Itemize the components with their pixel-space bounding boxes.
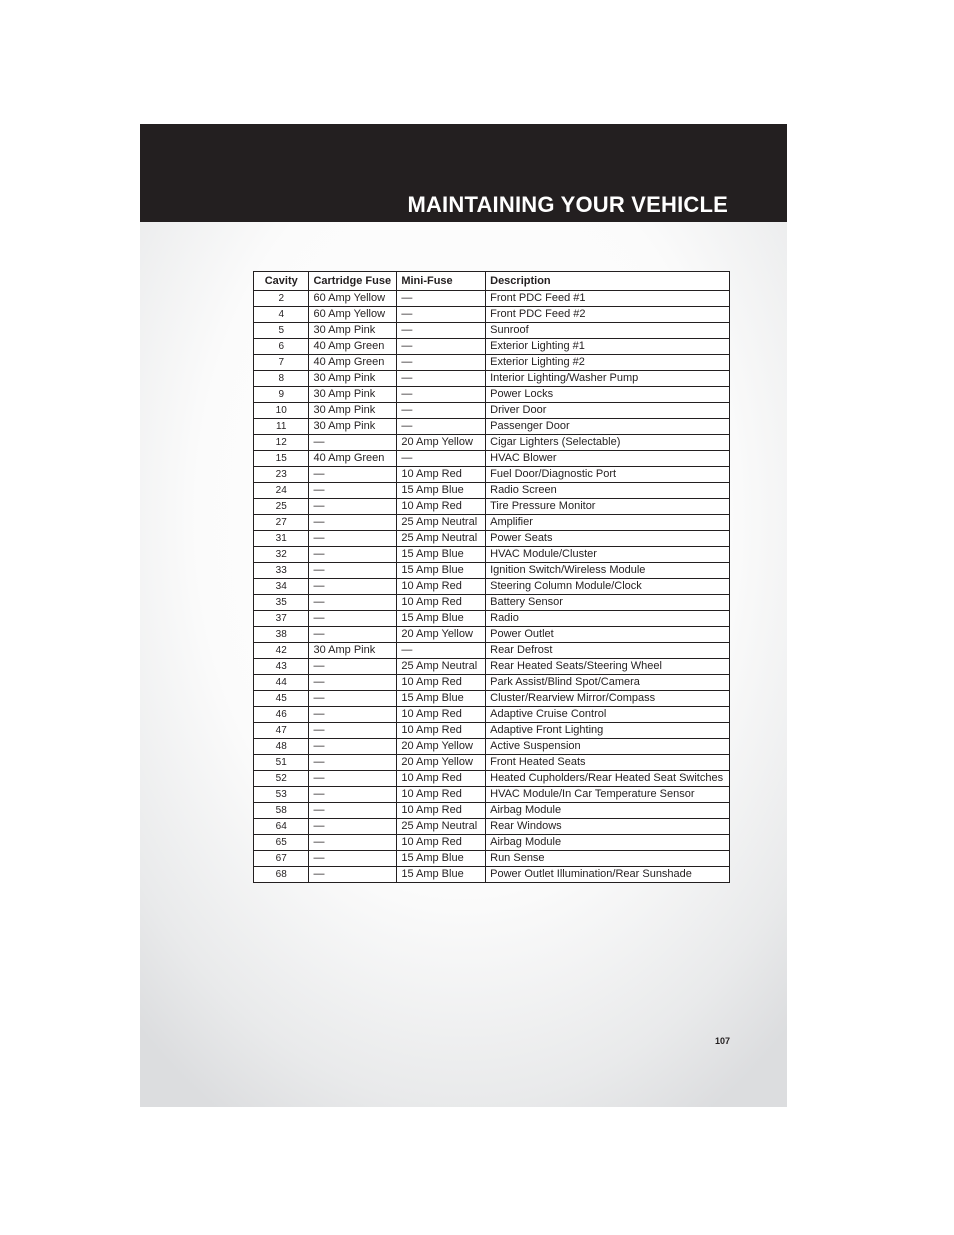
table-row [254,451,730,467]
table-row [254,403,730,419]
table-row [254,643,730,659]
table-row [254,483,730,499]
cell-description: Fuel Door/Diagnostic Port [486,467,730,483]
cell-description: Exterior Lighting #1 [486,339,730,355]
fuse-table [253,271,730,883]
cell-mini-fuse: 15 Amp Blue [397,851,486,867]
cell-cavity: 45 [254,691,309,707]
cell-mini-fuse: 20 Amp Yellow [397,627,486,643]
cell-cartridge-fuse: — [309,563,397,579]
cell-cavity: 64 [254,819,309,835]
cell-cavity: 6 [254,339,309,355]
table-row [254,611,730,627]
cell-description: HVAC Module/In Car Temperature Sensor [486,787,730,803]
cell-cavity: 65 [254,835,309,851]
cell-description: Airbag Module [486,835,730,851]
cell-description: Tire Pressure Monitor [486,499,730,515]
cell-description: Battery Sensor [486,595,730,611]
cell-cavity: 47 [254,723,309,739]
cell-cavity: 10 [254,403,309,419]
cell-description: Cluster/Rearview Mirror/Compass [486,691,730,707]
table-row [254,531,730,547]
table-row [254,707,730,723]
cell-cavity: 37 [254,611,309,627]
cell-cavity: 48 [254,739,309,755]
cell-mini-fuse: — [397,451,486,467]
cell-cartridge-fuse: — [309,435,397,451]
cell-cartridge-fuse: 30 Amp Pink [309,371,397,387]
cell-cartridge-fuse: — [309,691,397,707]
cell-mini-fuse: 10 Amp Red [397,707,486,723]
table-row [254,675,730,691]
cell-mini-fuse: 10 Amp Red [397,803,486,819]
page-number: 107 [714,1036,730,1046]
cell-description: HVAC Blower [486,451,730,467]
table-row [254,419,730,435]
cell-mini-fuse: — [397,419,486,435]
cell-mini-fuse: — [397,387,486,403]
cell-cartridge-fuse: 40 Amp Green [309,355,397,371]
table-row [254,387,730,403]
cell-description: Power Locks [486,387,730,403]
cell-description: Front PDC Feed #1 [486,291,730,307]
cell-mini-fuse: 15 Amp Blue [397,691,486,707]
cell-cavity: 15 [254,451,309,467]
cell-cavity: 53 [254,787,309,803]
cell-cartridge-fuse: — [309,499,397,515]
cell-description: Power Outlet Illumination/Rear Sunshade [486,867,730,883]
cell-cartridge-fuse: 30 Amp Pink [309,403,397,419]
cell-mini-fuse: 10 Amp Red [397,771,486,787]
cell-cavity: 52 [254,771,309,787]
cell-cavity: 67 [254,851,309,867]
cell-mini-fuse: — [397,291,486,307]
column-header-cartridge-fuse: Cartridge Fuse [309,272,397,291]
cell-cartridge-fuse: — [309,739,397,755]
cell-cartridge-fuse: — [309,515,397,531]
cell-mini-fuse: 25 Amp Neutral [397,819,486,835]
cell-cavity: 43 [254,659,309,675]
cell-cartridge-fuse: — [309,627,397,643]
cell-description: Active Suspension [486,739,730,755]
cell-mini-fuse: 15 Amp Blue [397,563,486,579]
cell-description: Interior Lighting/Washer Pump [486,371,730,387]
cell-cavity: 4 [254,307,309,323]
table-row [254,579,730,595]
cell-cartridge-fuse: — [309,819,397,835]
cell-cartridge-fuse: — [309,867,397,883]
column-header-cavity: Cavity [254,272,309,291]
cell-cartridge-fuse: — [309,483,397,499]
table-row [254,339,730,355]
cell-cartridge-fuse: — [309,835,397,851]
cell-mini-fuse: 10 Amp Red [397,787,486,803]
cell-cavity: 12 [254,435,309,451]
cell-description: Power Outlet [486,627,730,643]
cell-cartridge-fuse: — [309,803,397,819]
cell-cartridge-fuse: 30 Amp Pink [309,323,397,339]
cell-cartridge-fuse: — [309,659,397,675]
cell-mini-fuse: 15 Amp Blue [397,547,486,563]
cell-cartridge-fuse: 40 Amp Green [309,451,397,467]
cell-cavity: 23 [254,467,309,483]
header-bar [140,124,787,222]
cell-cartridge-fuse: — [309,707,397,723]
cell-cavity: 44 [254,675,309,691]
section-title: MAINTAINING YOUR VEHICLE [407,192,728,217]
cell-cartridge-fuse: — [309,467,397,483]
cell-description: Heated Cupholders/Rear Heated Seat Switches [486,771,730,787]
cell-cavity: 31 [254,531,309,547]
cell-cavity: 32 [254,547,309,563]
table-row [254,851,730,867]
cell-mini-fuse: 15 Amp Blue [397,483,486,499]
cell-mini-fuse: — [397,339,486,355]
cell-mini-fuse: 25 Amp Neutral [397,659,486,675]
cell-cartridge-fuse: — [309,547,397,563]
cell-mini-fuse: 25 Amp Neutral [397,515,486,531]
cell-cartridge-fuse: 30 Amp Pink [309,419,397,435]
table-row [254,803,730,819]
cell-mini-fuse: — [397,643,486,659]
cell-description: Rear Defrost [486,643,730,659]
cell-description: Driver Door [486,403,730,419]
cell-cavity: 51 [254,755,309,771]
cell-description: Airbag Module [486,803,730,819]
cell-cavity: 38 [254,627,309,643]
cell-description: Rear Windows [486,819,730,835]
cell-cartridge-fuse: — [309,787,397,803]
cell-description: Park Assist/Blind Spot/Camera [486,675,730,691]
table-row [254,755,730,771]
cell-cartridge-fuse: — [309,723,397,739]
table-row [254,499,730,515]
table-row [254,787,730,803]
cell-cavity: 33 [254,563,309,579]
column-header-description: Description [486,272,730,291]
fuse-table-body [254,291,730,883]
cell-cartridge-fuse: 30 Amp Pink [309,643,397,659]
cell-mini-fuse: 10 Amp Red [397,467,486,483]
cell-cavity: 2 [254,291,309,307]
cell-cavity: 46 [254,707,309,723]
cell-mini-fuse: 20 Amp Yellow [397,739,486,755]
table-row [254,371,730,387]
table-row [254,835,730,851]
cell-description: Front PDC Feed #2 [486,307,730,323]
cell-mini-fuse: — [397,403,486,419]
table-row [254,291,730,307]
cell-cavity: 58 [254,803,309,819]
cell-mini-fuse: — [397,323,486,339]
table-row [254,819,730,835]
table-row [254,691,730,707]
cell-cartridge-fuse: — [309,531,397,547]
table-row [254,563,730,579]
cell-cartridge-fuse: 30 Amp Pink [309,387,397,403]
table-row [254,307,730,323]
cell-cavity: 8 [254,371,309,387]
cell-mini-fuse: 20 Amp Yellow [397,755,486,771]
table-row [254,323,730,339]
cell-description: Amplifier [486,515,730,531]
cell-cartridge-fuse: 60 Amp Yellow [309,307,397,323]
table-row [254,867,730,883]
cell-cavity: 25 [254,499,309,515]
cell-cavity: 24 [254,483,309,499]
table-row [254,659,730,675]
cell-mini-fuse: 10 Amp Red [397,579,486,595]
column-header-mini-fuse: Mini-Fuse [397,272,486,291]
cell-description: Radio [486,611,730,627]
cell-description: Front Heated Seats [486,755,730,771]
cell-description: Sunroof [486,323,730,339]
cell-mini-fuse: 10 Amp Red [397,595,486,611]
cell-cavity: 11 [254,419,309,435]
cell-cartridge-fuse: — [309,579,397,595]
cell-mini-fuse: 20 Amp Yellow [397,435,486,451]
cell-description: Exterior Lighting #2 [486,355,730,371]
cell-description: Run Sense [486,851,730,867]
manual-page [140,124,787,1107]
table-row [254,739,730,755]
cell-cartridge-fuse: — [309,675,397,691]
cell-cartridge-fuse: 60 Amp Yellow [309,291,397,307]
cell-cavity: 27 [254,515,309,531]
cell-cartridge-fuse: — [309,755,397,771]
cell-cartridge-fuse: — [309,611,397,627]
cell-description: Adaptive Cruise Control [486,707,730,723]
table-row [254,627,730,643]
table-row [254,547,730,563]
cell-cavity: 42 [254,643,309,659]
cell-cartridge-fuse: — [309,595,397,611]
cell-cavity: 5 [254,323,309,339]
cell-mini-fuse: — [397,307,486,323]
cell-description: HVAC Module/Cluster [486,547,730,563]
cell-mini-fuse: — [397,355,486,371]
table-row [254,355,730,371]
cell-cavity: 9 [254,387,309,403]
cell-cavity: 7 [254,355,309,371]
table-row [254,771,730,787]
cell-description: Power Seats [486,531,730,547]
cell-mini-fuse: 15 Amp Blue [397,867,486,883]
cell-description: Cigar Lighters (Selectable) [486,435,730,451]
table-header-row [254,272,730,291]
table-row [254,515,730,531]
cell-description: Radio Screen [486,483,730,499]
cell-mini-fuse: — [397,371,486,387]
cell-cavity: 68 [254,867,309,883]
cell-description: Ignition Switch/Wireless Module [486,563,730,579]
cell-cartridge-fuse: — [309,851,397,867]
table-row [254,595,730,611]
cell-description: Passenger Door [486,419,730,435]
table-row [254,723,730,739]
table-row [254,467,730,483]
cell-mini-fuse: 10 Amp Red [397,675,486,691]
cell-mini-fuse: 25 Amp Neutral [397,531,486,547]
cell-description: Steering Column Module/Clock [486,579,730,595]
cell-description: Rear Heated Seats/Steering Wheel [486,659,730,675]
cell-cavity: 35 [254,595,309,611]
cell-mini-fuse: 10 Amp Red [397,835,486,851]
cell-mini-fuse: 10 Amp Red [397,723,486,739]
cell-mini-fuse: 10 Amp Red [397,499,486,515]
cell-mini-fuse: 15 Amp Blue [397,611,486,627]
cell-cartridge-fuse: 40 Amp Green [309,339,397,355]
table-row [254,435,730,451]
cell-cartridge-fuse: — [309,771,397,787]
cell-cavity: 34 [254,579,309,595]
cell-description: Adaptive Front Lighting [486,723,730,739]
